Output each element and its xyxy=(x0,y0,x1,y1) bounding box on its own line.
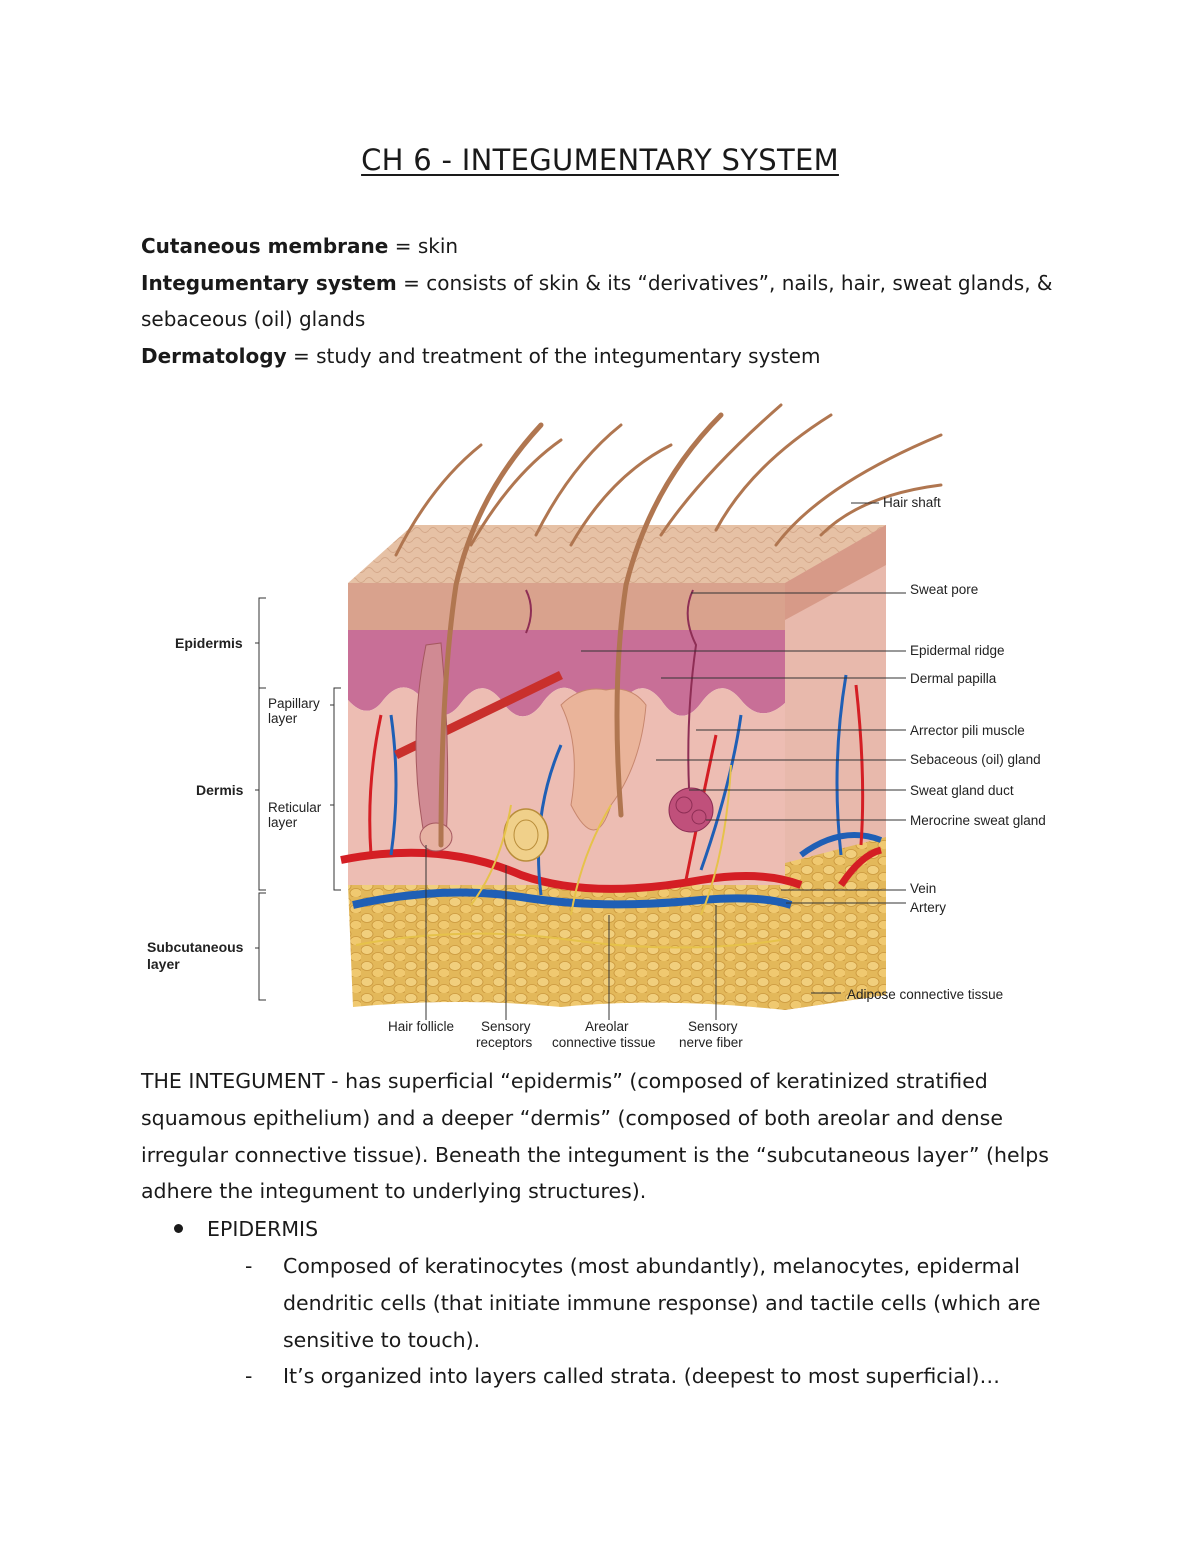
label-vein: Vein xyxy=(910,881,937,896)
label-sweat-pore: Sweat pore xyxy=(910,582,979,597)
skin-illustration xyxy=(141,385,1071,1065)
definition-term: Cutaneous membrane xyxy=(141,234,389,258)
page-title: CH 6 - INTEGUMENTARY SYSTEM xyxy=(361,143,839,177)
list-item-text: It’s organized into layers called strata. (deepest to most superficial)… xyxy=(283,1364,1000,1389)
label-areolar-line2: connective tissue xyxy=(552,1035,656,1050)
label-sensory-receptors: Sensory xyxy=(481,1019,531,1034)
definition-integumentary xyxy=(141,265,1071,338)
definition-text: = study and treatment of the integumentary system xyxy=(286,343,821,368)
label-dermal-papilla: Dermal papilla xyxy=(910,671,997,686)
integument-text xyxy=(141,1063,1071,1210)
label-sweat-gland-duct: Sweat gland duct xyxy=(910,783,1014,798)
epidermis-details xyxy=(245,1248,1055,1395)
hair-bulb xyxy=(420,823,452,851)
definition-text: = consists of skin & its “derivatives”, nails, hair, sweat glands, & sebaceous (oil) glands xyxy=(141,270,1053,331)
list-item-text: Composed of keratinocytes (most abundantly), melanocytes, epidermal dendritic cells (that initiate immune response) and tactile cells (which are sensitive to touch). xyxy=(283,1254,1041,1352)
label-papillary-line2: layer xyxy=(268,711,298,726)
definitions xyxy=(141,228,1071,374)
label-arrector-pili: Arrector pili muscle xyxy=(910,723,1025,738)
integument-heading: THE INTEGUMENT xyxy=(141,1069,325,1093)
bullet-epidermis xyxy=(174,1211,318,1248)
label-areolar: Areolar xyxy=(585,1019,629,1034)
label-sebaceous-gland: Sebaceous (oil) gland xyxy=(910,752,1041,767)
skin-diagram xyxy=(141,385,1071,1065)
label-artery: Artery xyxy=(910,900,947,915)
integument-description: - has superficial “epidermis” (composed of keratinized stratified squamous epithelium) and a deeper “dermis” (composed of both areolar and dense irregular connective tissue). Beneath the integument is the “subcutaneous layer” (helps adhere the integument to underlying structures). xyxy=(141,1069,1049,1204)
sensory-receptor xyxy=(504,809,548,861)
label-reticular-line2: layer xyxy=(268,815,298,830)
dash-marker: - xyxy=(245,1364,253,1389)
label-merocrine-gland: Merocrine sweat gland xyxy=(910,813,1046,828)
definition-term: Dermatology xyxy=(141,343,287,368)
label-epidermal-ridge: Epidermal ridge xyxy=(910,643,1005,658)
definition-dermatology xyxy=(141,338,1071,375)
integument-paragraph xyxy=(141,1063,1071,1210)
label-sensory-receptors-line2: receptors xyxy=(476,1035,533,1050)
label-subcutaneous-line2: layer xyxy=(147,956,180,972)
label-papillary: Papillary xyxy=(268,696,320,711)
label-epidermis: Epidermis xyxy=(175,635,243,651)
label-hair-shaft: Hair shaft xyxy=(883,495,941,510)
list-item xyxy=(245,1248,1055,1358)
definition-text: = skin xyxy=(388,234,459,258)
list-item xyxy=(245,1358,1055,1395)
bullet-label: EPIDERMIS xyxy=(207,1217,319,1241)
label-sensory-nerve-line2: nerve fiber xyxy=(679,1035,743,1050)
definition-term: Integumentary system xyxy=(141,270,397,295)
bullet-icon xyxy=(174,1224,183,1233)
epidermis-layer xyxy=(348,583,785,633)
label-reticular: Reticular xyxy=(268,800,322,815)
dash-marker: - xyxy=(245,1254,253,1278)
label-sensory-nerve: Sensory xyxy=(688,1019,738,1034)
label-hair-follicle: Hair follicle xyxy=(388,1019,455,1034)
label-dermis: Dermis xyxy=(196,782,244,798)
definition-cutaneous xyxy=(141,228,1071,265)
label-adipose: Adipose connective tissue xyxy=(847,987,1004,1002)
sweat-gland xyxy=(669,788,713,832)
label-subcutaneous: Subcutaneous xyxy=(147,939,244,955)
